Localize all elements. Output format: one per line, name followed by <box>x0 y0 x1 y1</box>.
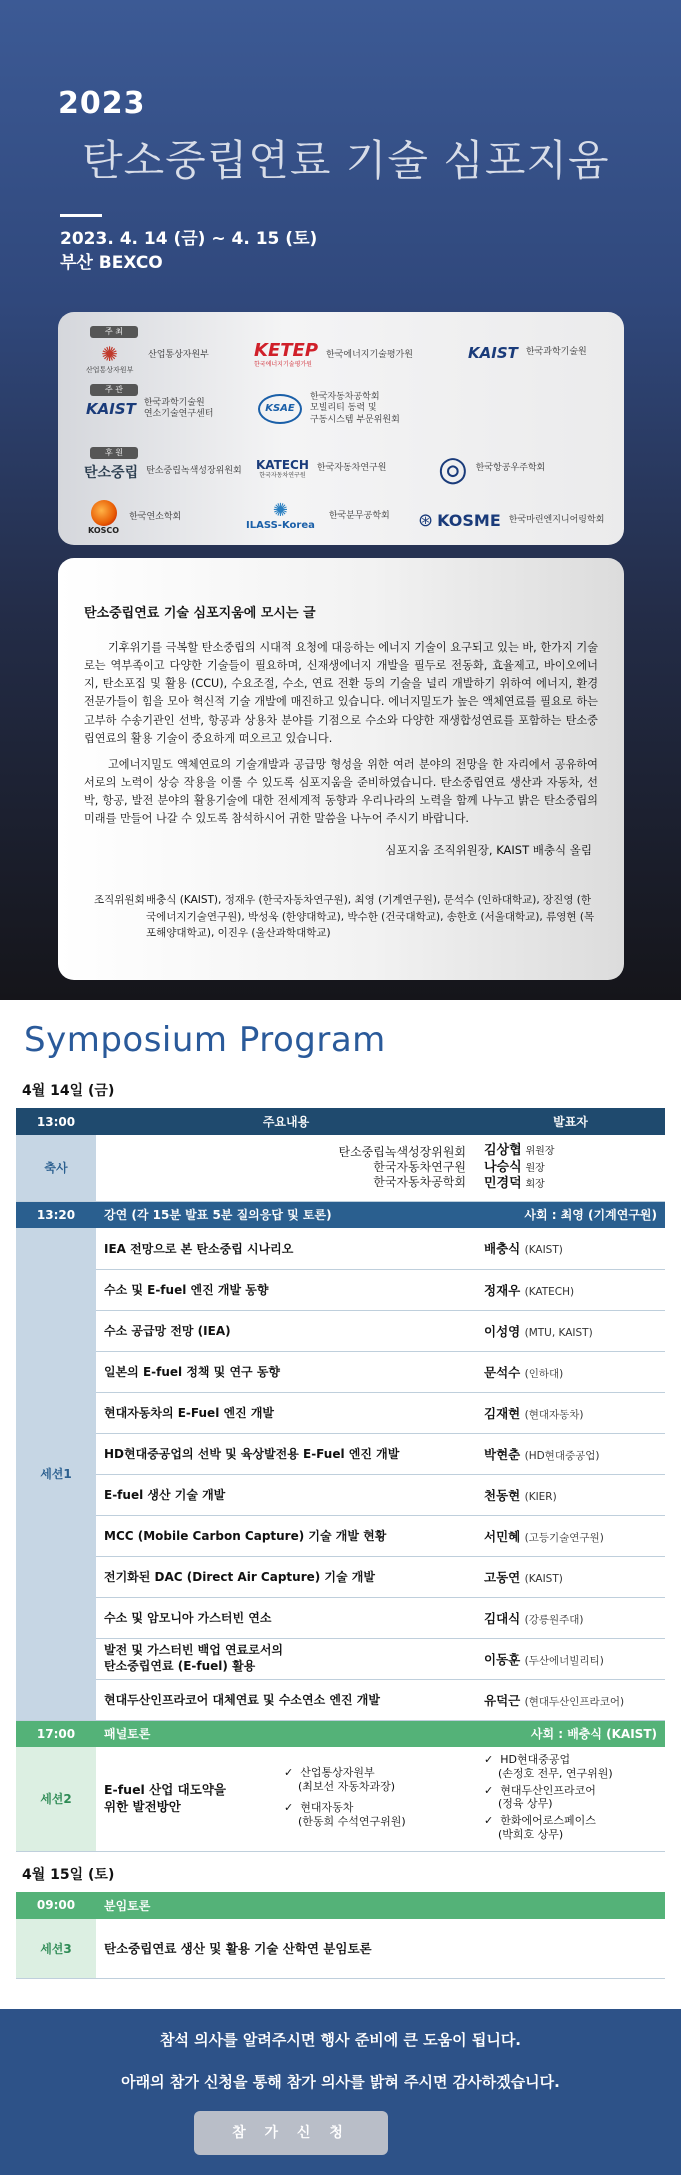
session2-topic: E-fuel 산업 대도약을 위한 발전방안 <box>104 1781 226 1814</box>
org-kosco: KOSCO 한국연소학회 <box>88 500 181 535</box>
org-ilass: ✺ ILASS-Korea 한국분무공학회 <box>246 500 390 531</box>
table-row: 수소 및 E-fuel 엔진 개발 동향 정재우 (KATECH) <box>16 1269 665 1310</box>
invitation-paragraph-2: 고에너지밀도 액체연료의 기술개발과 공급망 형성을 위한 여러 분야의 전망을 한 자리에서 공유하여 서로의 노력이 상승 작용을 이룰 수 있도록 심포지움을 준비하였습니다. 탄소중립연료 생산과 자동차, 선박, 항공, 발전 분야의 활용기술에 대한 전세계적 동향과 우리나라의 노력을 함께 나누고 밝은 탄소중립의 미래를 만들어 나갈 수 있도록 참석하시어 귀한 말씀을 나누어 주시기 바랍니다. <box>84 757 598 826</box>
hero-venue: 부산 BEXCO <box>60 253 163 273</box>
table-row: 수소 공급망 전망 (IEA) 이성영 (MTU, KAIST) <box>16 1310 665 1351</box>
program-title: Symposium Program <box>24 1020 386 1060</box>
kosco-flame-icon <box>91 500 117 526</box>
org-kosme: ⊛ KOSME 한국마린엔지니어링학회 <box>418 510 605 531</box>
committee-members: 배충식 (KAIST), 정재우 (한국자동차연구원), 최영 (기계연구원), 문석수 (인하대학교), 장진영 (한국에너지기술연구원), 박성욱 (한양대학교), 박수한 (건국대학교), 송한호 (서울대학교), 류영현 (목포해양대학교), 이진우 (울산과학대학교) <box>146 894 595 939</box>
registration-footer <box>0 2009 681 2175</box>
table-row: 발전 및 가스터빈 백업 연료로서의 탄소중립연료 (E-fuel) 활용 이동훈 (두산에너빌리티) <box>16 1638 665 1679</box>
table-row: 세션1 IEA 전망으로 본 탄소중립 시나리오 배충식 (KAIST) <box>16 1228 665 1269</box>
check-icon: ✓ <box>284 1801 294 1815</box>
host-tag: 주 최 <box>90 326 138 338</box>
session3-row <box>16 1919 665 1979</box>
check-icon: ✓ <box>284 1765 294 1779</box>
org-ksae: KSAE 한국자동차공학회 모빌리티 동력 및 구동시스템 부문위원회 <box>258 392 400 426</box>
table-row: 현대자동차의 E-Fuel 엔진 개발 김재현 (현대자동차) <box>16 1392 665 1433</box>
title-underline <box>60 214 102 217</box>
congrats-row: 축사 탄소중립녹색성장위원회 한국자동차연구원 한국자동차공학회 김상협 위원장 나승식 원장 민경덕 회장 <box>16 1135 665 1201</box>
hero-title: 탄소중립연료 기술 심포지움 <box>82 136 610 185</box>
org-katech: KATECH 한국자동차연구원 한국자동차연구원 <box>256 458 387 479</box>
spray-burst-icon: ✺ <box>272 500 288 521</box>
motie-logo-icon: ✺ <box>101 342 119 366</box>
org-kaist-ccrc: KAIST 한국과학기술원 연소기술연구센터 <box>86 398 214 420</box>
panel-list-right: ✓ HD현대중공업 (손정호 전무, 연구위원) ✓ 현대두산인프라코어 (정육 상무) ✓ 한화에어로스페이스 (박희호 상무) <box>484 1753 613 1841</box>
committee-label: 조직위원회 <box>94 894 145 907</box>
check-icon: ✓ <box>484 1814 494 1827</box>
table-row: 수소 및 암모니아 가스터빈 연소 김대식 (강릉원주대) <box>16 1597 665 1638</box>
invitation-signature: 심포지움 조직위원장, KAIST 배충식 올림 <box>385 843 592 858</box>
org-carbon-neutral: 탄소중립 탄소중립녹색성장위원회 <box>84 462 242 482</box>
table-row: HD현대중공업의 선박 및 육상발전용 E-Fuel 엔진 개발 박현춘 (HD현대중공업) <box>16 1433 665 1474</box>
kaist-logo-icon: KAIST <box>86 400 136 419</box>
footer-line-1: 참석 의사를 알려주시면 행사 준비에 큰 도움이 됩니다. <box>159 2031 522 2049</box>
org-ksas: ◎ 한국항공우주학회 <box>438 449 546 489</box>
table-row: E-fuel 생산 기술 개발 천동현 (KIER) <box>16 1474 665 1515</box>
invitation-paragraph-1: 기후위기를 극복할 탄소중립의 시대적 요청에 대응하는 에너지 기술이 요구되고 있는 바, 한가지 기술로는 역부족이고 다양한 기술들이 필요하며, 신재생에너지 개발을 필두로 전동화, 효율제고, 바이오에너지, 탄소포집 및 활용 (CCU), 수요조절, 수소, 연료 전환 등의 기술을 널리 개발하기 위하여 에너지, 환경 전문가들이 힘을 모아 혁신적 기술 개발에 매진하고 있습니다. 에너지밀도가 높은 액체연료를 필요로 하는 고부하 수송기관인 선박, 항공과 상용차 분야를 기점으로 수소와 다양한 재생합성연료를 포함하는 탄소중립연료의 활용 기술이 중요하게 떠오르고 있습니다. <box>84 641 598 745</box>
check-icon: ✓ <box>484 1753 494 1766</box>
org-ketep: KETEP 한국에너지기술평가원 <box>254 340 319 368</box>
hero-year: 2023 <box>58 86 146 121</box>
hero-date: 2023. 4. 14 (금) ~ 4. 15 (토) <box>60 229 318 249</box>
check-icon: ✓ <box>484 1783 494 1797</box>
day1-label: 4월 14일 (금) <box>22 1083 115 1099</box>
organizers-panel <box>58 312 624 545</box>
kaist-logo-icon: KAIST <box>468 344 518 362</box>
session3-label: 세션3 <box>16 1919 96 1979</box>
hero-banner <box>0 0 681 1000</box>
session3-topic: 탄소중립연료 생산 및 활용 기술 산학연 분임토론 <box>104 1941 372 1957</box>
ksas-seal-icon: ◎ <box>438 449 468 489</box>
org-motie-name: 산업통상자원부 <box>148 350 209 360</box>
day2-label: 4월 15일 (토) <box>22 1866 115 1883</box>
org-motie: ✺ 산업통상자원부 <box>86 342 134 374</box>
day2-schedule-table <box>16 1892 665 1980</box>
schedule-header-row: 13:00 주요내용 발표자 <box>16 1108 665 1135</box>
invitation-heading: 탄소중립연료 기술 심포지움에 모시는 글 <box>84 606 316 621</box>
ksae-logo-icon: KSAE <box>258 394 302 424</box>
table-row: 전기화된 DAC (Direct Air Capture) 기술 개발 고동연 (KAIST) <box>16 1556 665 1597</box>
footer-line-2: 아래의 참가 신청을 통해 참가 의사를 밝혀 주시면 감사하겠습니다. <box>121 2073 560 2091</box>
sponsor-tag: 후 원 <box>90 447 138 459</box>
panel-list-left: ✓ 산업통상자원부 (최보선 자동차과장) ✓ 현대자동차 (한동희 수석연구위원) <box>284 1765 406 1828</box>
committee <box>84 892 598 941</box>
panel-block-row: 17:00 패널토론 사회 : 배충식 (KAIST) <box>16 1720 665 1747</box>
session2-row <box>16 1747 665 1851</box>
org-kaist: KAIST 한국과학기술원 <box>468 344 587 362</box>
table-row: 현대두산인프라코어 대체연료 및 수소연소 엔진 개발 유덕근 (현대두산인프라코어) <box>16 1679 665 1720</box>
invitation-panel <box>58 558 624 980</box>
session1-label: 세션1 <box>16 1228 96 1720</box>
organizer-tag: 주 관 <box>90 384 138 396</box>
lecture-block-row: 13:20 강연 (각 15분 발표 5분 질의응답 및 토론) 사회 : 최영 (기계연구원) <box>16 1201 665 1228</box>
ketep-logo-icon: KETEP <box>254 340 319 361</box>
day1-schedule-table <box>16 1108 665 1852</box>
table-row: 일본의 E-fuel 정책 및 연구 동향 문석수 (인하대) <box>16 1351 665 1392</box>
kosme-wheel-icon: ⊛ <box>418 510 434 531</box>
org-ketep-name: 한국에너지기술평가원 <box>326 350 413 360</box>
day2-block-row: 09:00 분임토론 <box>16 1892 665 1919</box>
program-section <box>0 1020 681 1979</box>
session2-label: 세션2 <box>16 1747 96 1851</box>
carbon-neutral-logo-icon: 탄소중립 <box>84 465 139 481</box>
table-row: MCC (Mobile Carbon Capture) 기술 개발 현황 서민혜 (고등기술연구원) <box>16 1515 665 1556</box>
register-button[interactable]: 참 가 신 청 <box>194 2111 388 2155</box>
katech-logo-icon: KATECH <box>256 458 309 472</box>
